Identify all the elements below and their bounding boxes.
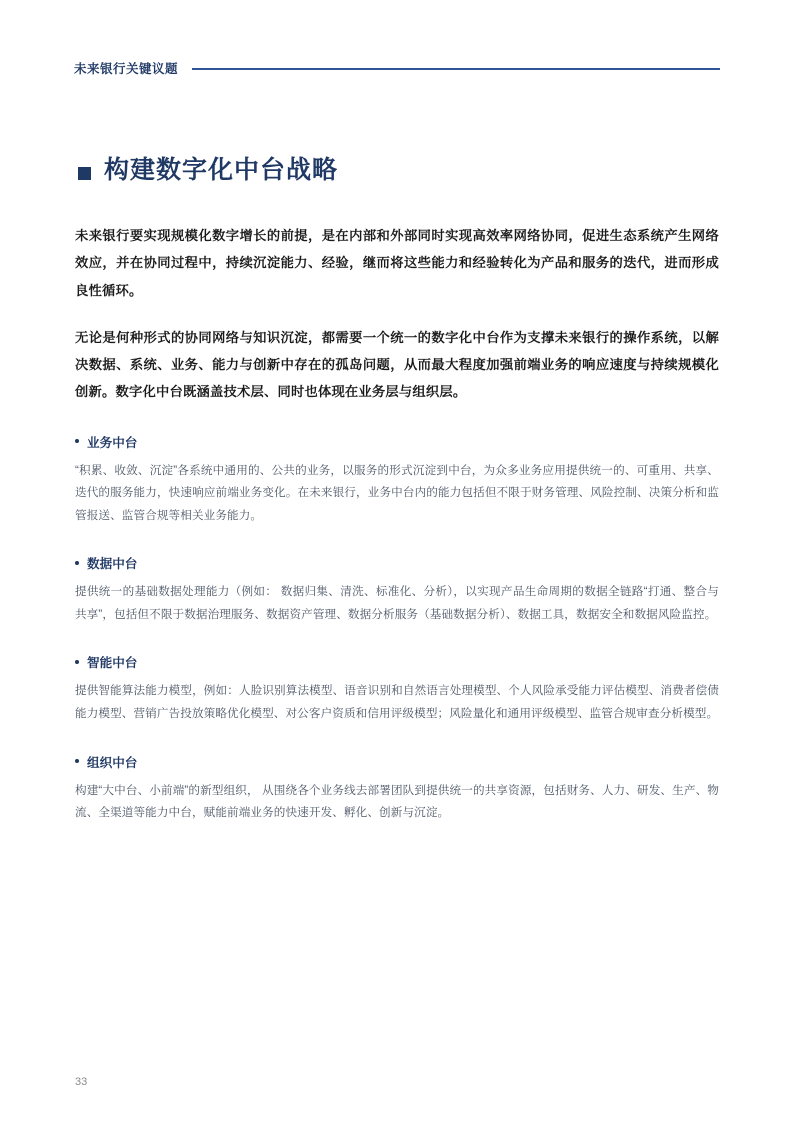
subsection-title: 业务中台 (87, 435, 138, 450)
subsection-organization-midend (75, 752, 719, 825)
page-title: 构建数字化中台战略 (104, 156, 339, 184)
subsection-body: 构建“大中台、小前端”的新型组织， 从围绕各个业务线去部署团队到提供统一的共享资源，包括财务、人力、研发、生产、物流、全渠道等能力中台，赋能前端业务的快速开发、孵化、创新与沉淀。 (75, 783, 719, 820)
header-divider (192, 68, 720, 70)
subsection-heading (75, 652, 719, 671)
dot-bullet-icon (75, 439, 79, 443)
subsection-body: “积累、收敛、沉淀”各系统中通用的、公共的业务，以服务的形式沉淀到中台，为众多业务应用提供统一的、可重用、共享、迭代的服务能力，快速响应前端业务变化。在未来银行，业务中台内的能力包括但不限于财务管理、风险控制、决策分析和监管报送、监管合规等相关业务能力。 (75, 463, 719, 522)
subsection-body: 提供智能算法能力模型，例如：人脸识别算法模型、语音识别和自然语言处理模型、个人风险承受能力评估模型、消费者偿债能力模型、营销广告投放策略优化模型、对公客户资质和信用评级模型；风险量化和通用评级模型、监管合规审查分析模型。 (75, 684, 719, 721)
subsection-data-midend (75, 553, 719, 626)
section-heading (78, 155, 338, 185)
subsection-heading (75, 752, 719, 771)
dot-bullet-icon (75, 759, 79, 763)
subsection-title: 组织中台 (87, 755, 138, 770)
subsection-body: 提供统一的基础数据处理能力（例如： 数据归集、清洗、标准化、分析），以实现产品生命周期的数据全链路“打通、整合与共享”，包括但不限于数据治理服务、数据资产管理、数据分析服务（基础数据分析）、数据工具，数据安全和数据风险监控。 (75, 585, 719, 621)
page-header (74, 56, 720, 80)
subsection-title: 数据中台 (87, 557, 138, 572)
subsection-intelligent-midend (75, 652, 719, 725)
lead-paragraph-1: 未来银行要实现规模化数字增长的前提，是在内部和外部同时实现高效率网络协同，促进生态系统产生网络效应，并在协同过程中，持续沉淀能力、经验，继而将这些能力和经验转化为产品和服务的迭代，进而形成良性循环。 (75, 228, 719, 298)
subsection-heading (75, 432, 719, 451)
subsection-title: 智能中台 (87, 656, 138, 671)
lead-paragraph-2: 无论是何种形式的协同网络与知识沉淀，都需要一个统一的数字化中台作为支撑未来银行的操作系统，以解决数据、系统、业务、能力与创新中存在的孤岛问题，从而最大程度加强前端业务的响应速度与持续规模化创新。数字化中台既涵盖技术层、同时也体现在业务层与组织层。 (75, 329, 719, 400)
subsection-heading (75, 553, 719, 572)
page-number: 33 (75, 1076, 88, 1088)
square-bullet-icon (78, 167, 91, 180)
header-title: 未来银行关键议题 (74, 62, 179, 76)
subsection-business-midend (75, 432, 719, 528)
page-content (75, 222, 719, 825)
dot-bullet-icon (75, 561, 79, 565)
dot-bullet-icon (75, 660, 79, 664)
